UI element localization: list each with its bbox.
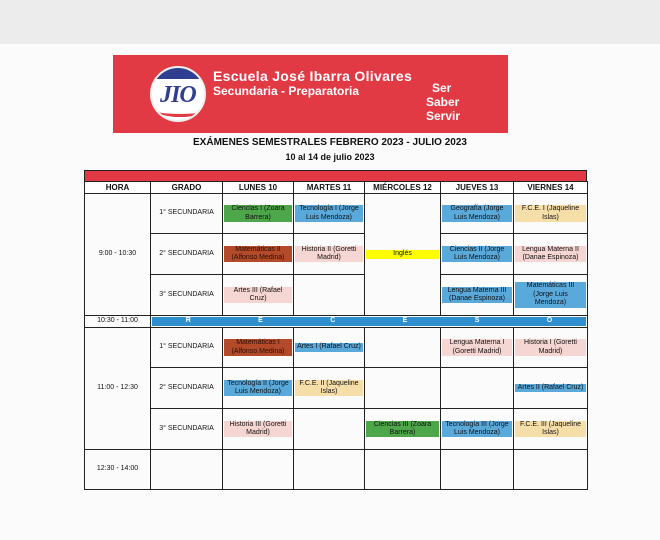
table-row bbox=[85, 194, 588, 234]
exam-cell-empty bbox=[223, 450, 294, 490]
exam-cell-empty bbox=[441, 450, 514, 490]
exam-cell: Historia II (Goretti Madrid) bbox=[294, 234, 365, 275]
table-row bbox=[85, 234, 588, 275]
col-grado: GRADO bbox=[151, 182, 223, 194]
exam-cell: Historia III (Goretti Madrid) bbox=[223, 409, 294, 450]
exam-cell: Matemáticas I (Alfonso Medina) bbox=[223, 328, 294, 368]
exam-cell: Historia I (Goretti Madrid) bbox=[514, 328, 588, 368]
header-row bbox=[85, 182, 588, 194]
receso-bar: R E C E S O bbox=[152, 317, 586, 326]
exam-cell-ingles: Inglés bbox=[365, 194, 441, 316]
exam-dates: 10 al 14 de julio 2023 bbox=[285, 152, 375, 162]
grado-cell: 1° SECUNDARIA bbox=[151, 194, 223, 234]
hora-cell: 12:30 - 14:00 bbox=[85, 450, 151, 490]
exam-schedule-table bbox=[84, 181, 588, 490]
exam-cell-empty bbox=[151, 450, 223, 490]
col-viernes: VIERNES 14 bbox=[514, 182, 588, 194]
exam-cell: Tecnología III (Jorge Luis Mendoza) bbox=[441, 409, 514, 450]
col-lunes: LUNES 10 bbox=[223, 182, 294, 194]
exam-cell: Lengua Materna III (Danae Espinoza) bbox=[441, 275, 514, 316]
school-logo bbox=[150, 66, 206, 122]
exam-cell-empty bbox=[294, 409, 365, 450]
school-name: Escuela José Ibarra Olivares bbox=[213, 68, 413, 84]
table-row bbox=[85, 409, 588, 450]
exam-cell-empty bbox=[514, 450, 588, 490]
receso-cell bbox=[151, 316, 588, 328]
exam-cell: F.C.E. I (Jaqueline Islas) bbox=[514, 194, 588, 234]
grado-cell: 3° SECUNDARIA bbox=[151, 409, 223, 450]
exam-cell: F.C.E. III (Jaqueline Islas) bbox=[514, 409, 588, 450]
exam-cell: Ciencias II (Jorge Luis Mendoza) bbox=[441, 234, 514, 275]
motto-servir: Servir bbox=[426, 109, 461, 123]
col-martes: MARTES 11 bbox=[294, 182, 365, 194]
exam-cell-empty bbox=[294, 275, 365, 316]
grado-cell: 2° SECUNDARIA bbox=[151, 234, 223, 275]
exam-cell-empty bbox=[365, 450, 441, 490]
grado-cell: 2° SECUNDARIA bbox=[151, 368, 223, 409]
exam-cell: Lengua Materna I (Goretti Madrid) bbox=[441, 328, 514, 368]
exam-cell-empty bbox=[441, 368, 514, 409]
exam-cell: Tecnología II (Jorge Luis Mendoza) bbox=[223, 368, 294, 409]
exam-cell-empty bbox=[365, 328, 441, 368]
grado-cell: 3° SECUNDARIA bbox=[151, 275, 223, 316]
exam-cell: Artes III (Rafael Cruz) bbox=[223, 275, 294, 316]
table-row bbox=[85, 328, 588, 368]
exam-cell: Geografía (Jorge Luis Mendoza) bbox=[441, 194, 514, 234]
table-row bbox=[85, 450, 588, 490]
hora-cell: 11:00 - 12:30 bbox=[85, 328, 151, 450]
exam-cell: Ciencias I (Zoara Barrera) bbox=[223, 194, 294, 234]
school-level: Secundaria - Preparatoria bbox=[213, 84, 360, 98]
exam-cell: Tecnología I (Jorge Luis Mendoza) bbox=[294, 194, 365, 234]
table-row bbox=[85, 275, 588, 316]
col-jueves: JUEVES 13 bbox=[441, 182, 514, 194]
col-hora: HORA bbox=[85, 182, 151, 194]
exam-cell-empty bbox=[365, 368, 441, 409]
col-miercoles: MIÉRCOLES 12 bbox=[365, 182, 441, 194]
exam-cell-empty bbox=[294, 450, 365, 490]
exam-cell: Artes II (Rafael Cruz) bbox=[514, 368, 588, 409]
exam-cell: Matemáticas III (Jorge Luis Mendoza) bbox=[514, 275, 588, 316]
motto-saber: Saber bbox=[426, 95, 460, 109]
table-row bbox=[85, 368, 588, 409]
exam-cell: Ciencias III (Zoara Barrera) bbox=[365, 409, 441, 450]
grado-cell: 1° SECUNDARIA bbox=[151, 328, 223, 368]
exam-cell: F.C.E. II (Jaqueline Islas) bbox=[294, 368, 365, 409]
exam-title: EXÁMENES SEMESTRALES FEBRERO 2023 - JULIO 2023 bbox=[193, 137, 467, 148]
exam-cell: Artes I (Rafael Cruz) bbox=[294, 328, 365, 368]
break-hora-cell: 10:30 - 11:00 bbox=[85, 316, 151, 328]
hora-cell: 9:00 - 10:30 bbox=[85, 194, 151, 316]
exam-cell: Lengua Materna II (Danae Espinoza) bbox=[514, 234, 588, 275]
break-row bbox=[85, 316, 588, 328]
exam-cell: Matemáticas II (Alfonso Medina) bbox=[223, 234, 294, 275]
logo-letters: JIO bbox=[160, 82, 196, 108]
motto-ser: Ser bbox=[432, 81, 452, 95]
